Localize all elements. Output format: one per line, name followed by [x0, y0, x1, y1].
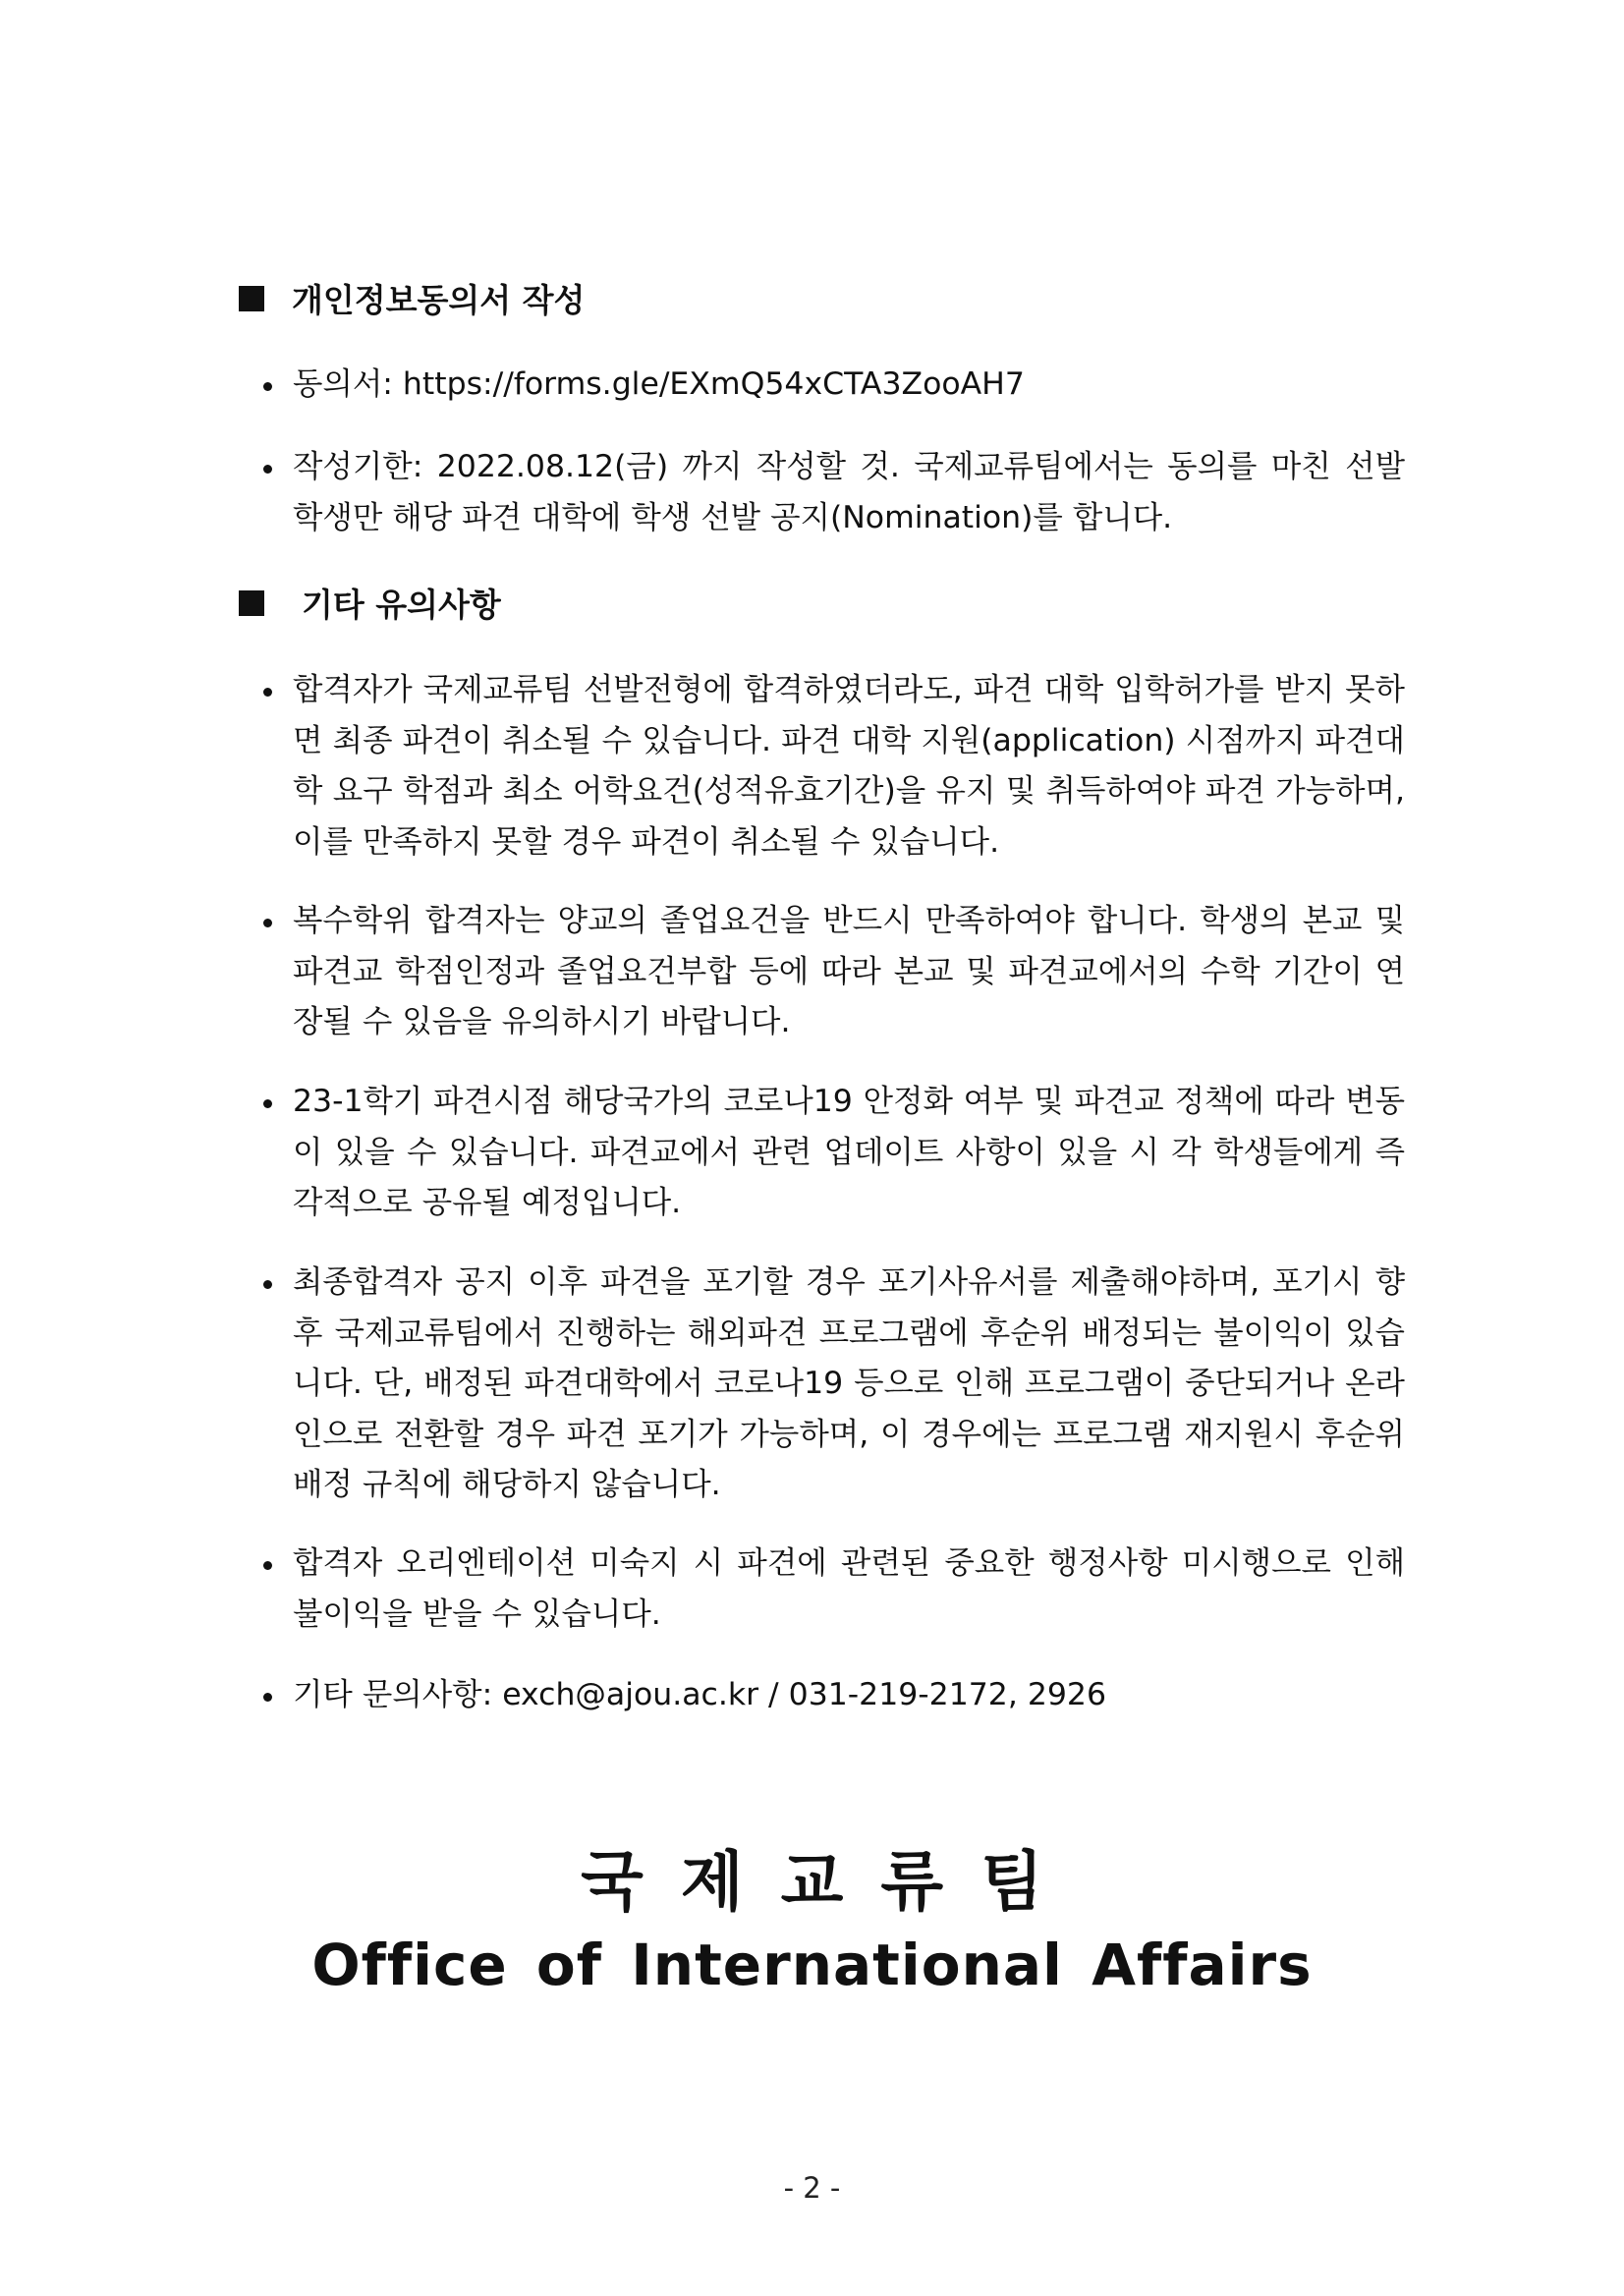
bullet-dot-icon — [263, 919, 272, 927]
list-item-text: 합격자 오리엔테이션 미숙지 시 파견에 관련된 중요한 행정사항 미시행으로 인해 불이익을 받을 수 있습니다. — [293, 1545, 1405, 1632]
bullet-dot-icon — [263, 1099, 272, 1108]
bullet-dot-icon — [263, 465, 272, 474]
office-name-english: Office of International Affairs — [311, 1932, 1313, 1998]
section-heading-notes — [239, 580, 501, 626]
section-heading-text: 개인정보동의서 작성 — [292, 281, 586, 319]
bullet-dot-icon — [263, 688, 272, 697]
section-heading-text: 기타 유의사항 — [302, 586, 501, 624]
bullet-dot-icon — [263, 382, 272, 391]
list-item — [263, 1670, 1405, 1721]
list-item — [263, 896, 1405, 1048]
list-item — [263, 665, 1405, 868]
list-item-text: 작성기한: 2022.08.12(금) 까지 작성할 것. 국제교류팀에서는 동의를 마친 선발 학생만 해당 파견 대학에 학생 선발 공지(Nomination)를 합니다. — [293, 449, 1405, 535]
square-bullet-icon — [239, 590, 264, 616]
list-item — [263, 442, 1405, 543]
list-item — [263, 1539, 1405, 1640]
list-item-text: 동의서: https://forms.gle/EXmQ54xCTA3ZooAH7 — [293, 366, 1025, 402]
list-item — [263, 360, 1405, 411]
page-number: - 2 - — [783, 2171, 841, 2205]
list-item — [263, 1077, 1405, 1229]
office-name-korean: 국제교류팀 — [581, 1844, 1081, 1920]
bullet-dot-icon — [263, 1280, 272, 1289]
list-item-text: 기타 문의사항: exch@ajou.ac.kr / 031-219-2172, 2926 — [293, 1677, 1107, 1712]
bullet-dot-icon — [263, 1561, 272, 1570]
list-item-text: 복수학위 합격자는 양교의 졸업요건을 반드시 만족하여야 합니다. 학생의 본교 및 파견교 학점인정과 졸업요건부합 등에 따라 본교 및 파견교에서의 수학 기간이 연장될 수 있음을 유의하시기 바랍니다. — [293, 903, 1405, 1039]
list-item-text: 최종합격자 공지 이후 파견을 포기할 경우 포기사유서를 제출해야하며, 포기시 향후 국제교류팀에서 진행하는 해외파견 프로그램에 후순위 배정되는 불이익이 있습니다. 단, 배정된 파견대학에서 코로나19 등으로 인해 프로그램이 중단되거나 온라인으로 전환할 경우 파견 포기가 가능하며, 이 경우에는 프로그램 재지원시 후순위 배정 규칙에 해당하지 않습니다. — [293, 1264, 1405, 1502]
square-bullet-icon — [239, 286, 264, 311]
bullet-dot-icon — [263, 1693, 272, 1702]
list-item-text: 23-1학기 파견시점 해당국가의 코로나19 안정화 여부 및 파견교 정책에 따라 변동이 있을 수 있습니다. 파견교에서 관련 업데이트 사항이 있을 시 각 학생들에게 즉각적으로 공유될 예정입니다. — [293, 1084, 1405, 1220]
list-item-text: 합격자가 국제교류팀 선발전형에 합격하였더라도, 파견 대학 입학허가를 받지 못하면 최종 파견이 취소될 수 있습니다. 파견 대학 지원(application) 시점까지 파견대학 요구 학점과 최소 어학요건(성적유효기간)을 유지 및 취득하여야 파견 가능하며, 이를 만족하지 못할 경우 파견이 취소될 수 있습니다. — [293, 672, 1405, 860]
list-item — [263, 1258, 1405, 1511]
section-heading-consent — [239, 275, 585, 321]
